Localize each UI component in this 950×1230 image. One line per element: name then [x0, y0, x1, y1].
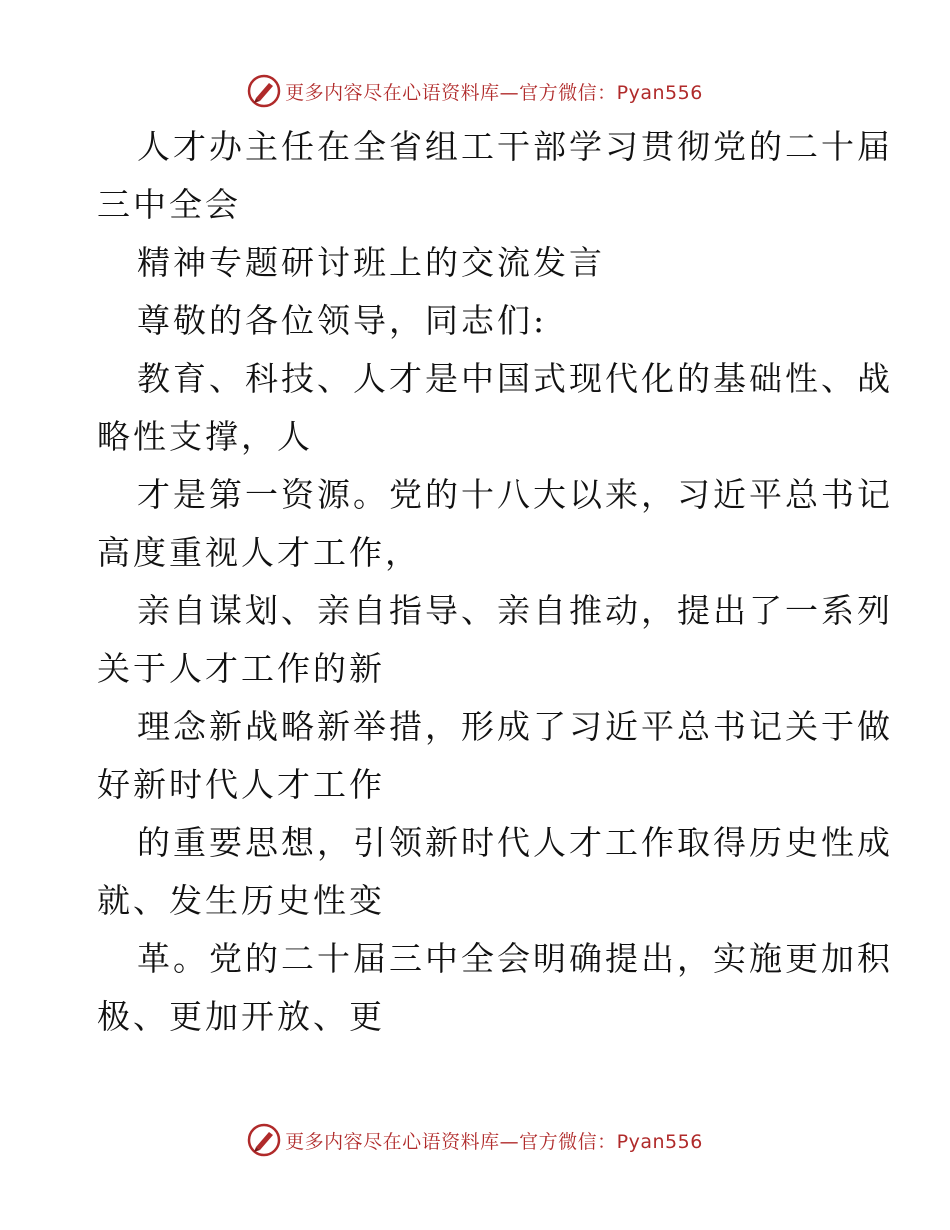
header-watermark-banner: [0, 71, 950, 111]
text-line: 革。党的二十届三中全会明确提出，实施更加积: [137, 939, 893, 978]
text-line: 好新时代人才工作: [97, 765, 385, 804]
text-line: 理念新战略新举措，形成了习近平总书记关于做: [137, 707, 893, 746]
watermark-text: 更多内容尽在心语资料库—官方微信：Pyan556: [285, 81, 703, 104]
text-line: 就、发生历史性变: [97, 881, 385, 920]
text-line: 高度重视人才工作，: [97, 533, 421, 572]
text-line: 精神专题研讨班上的交流发言: [137, 243, 605, 282]
text-line: 极、更加开放、更: [97, 997, 385, 1036]
text-line: 人才办主任在全省组工干部学习贯彻党的二十届: [137, 127, 893, 166]
text-line: 的重要思想，引领新时代人才工作取得历史性成: [137, 823, 893, 862]
pen-logo-icon: [247, 1123, 281, 1157]
text-line: 才是第一资源。党的十八大以来，习近平总书记: [137, 475, 893, 514]
text-line: 尊敬的各位领导，同志们:: [137, 301, 548, 340]
document-body: [97, 118, 893, 1046]
pen-logo-icon: [247, 74, 281, 108]
text-line: 关于人才工作的新: [97, 649, 385, 688]
footer-watermark-banner: [0, 1120, 950, 1160]
watermark-text: 更多内容尽在心语资料库—官方微信：Pyan556: [285, 1130, 703, 1153]
text-line: 三中全会: [97, 185, 241, 224]
text-line: 略性支撑，人: [97, 417, 313, 456]
text-line: 教育、科技、人才是中国式现代化的基础性、战: [137, 359, 893, 398]
text-line: 亲自谋划、亲自指导、亲自推动，提出了一系列: [137, 591, 893, 630]
